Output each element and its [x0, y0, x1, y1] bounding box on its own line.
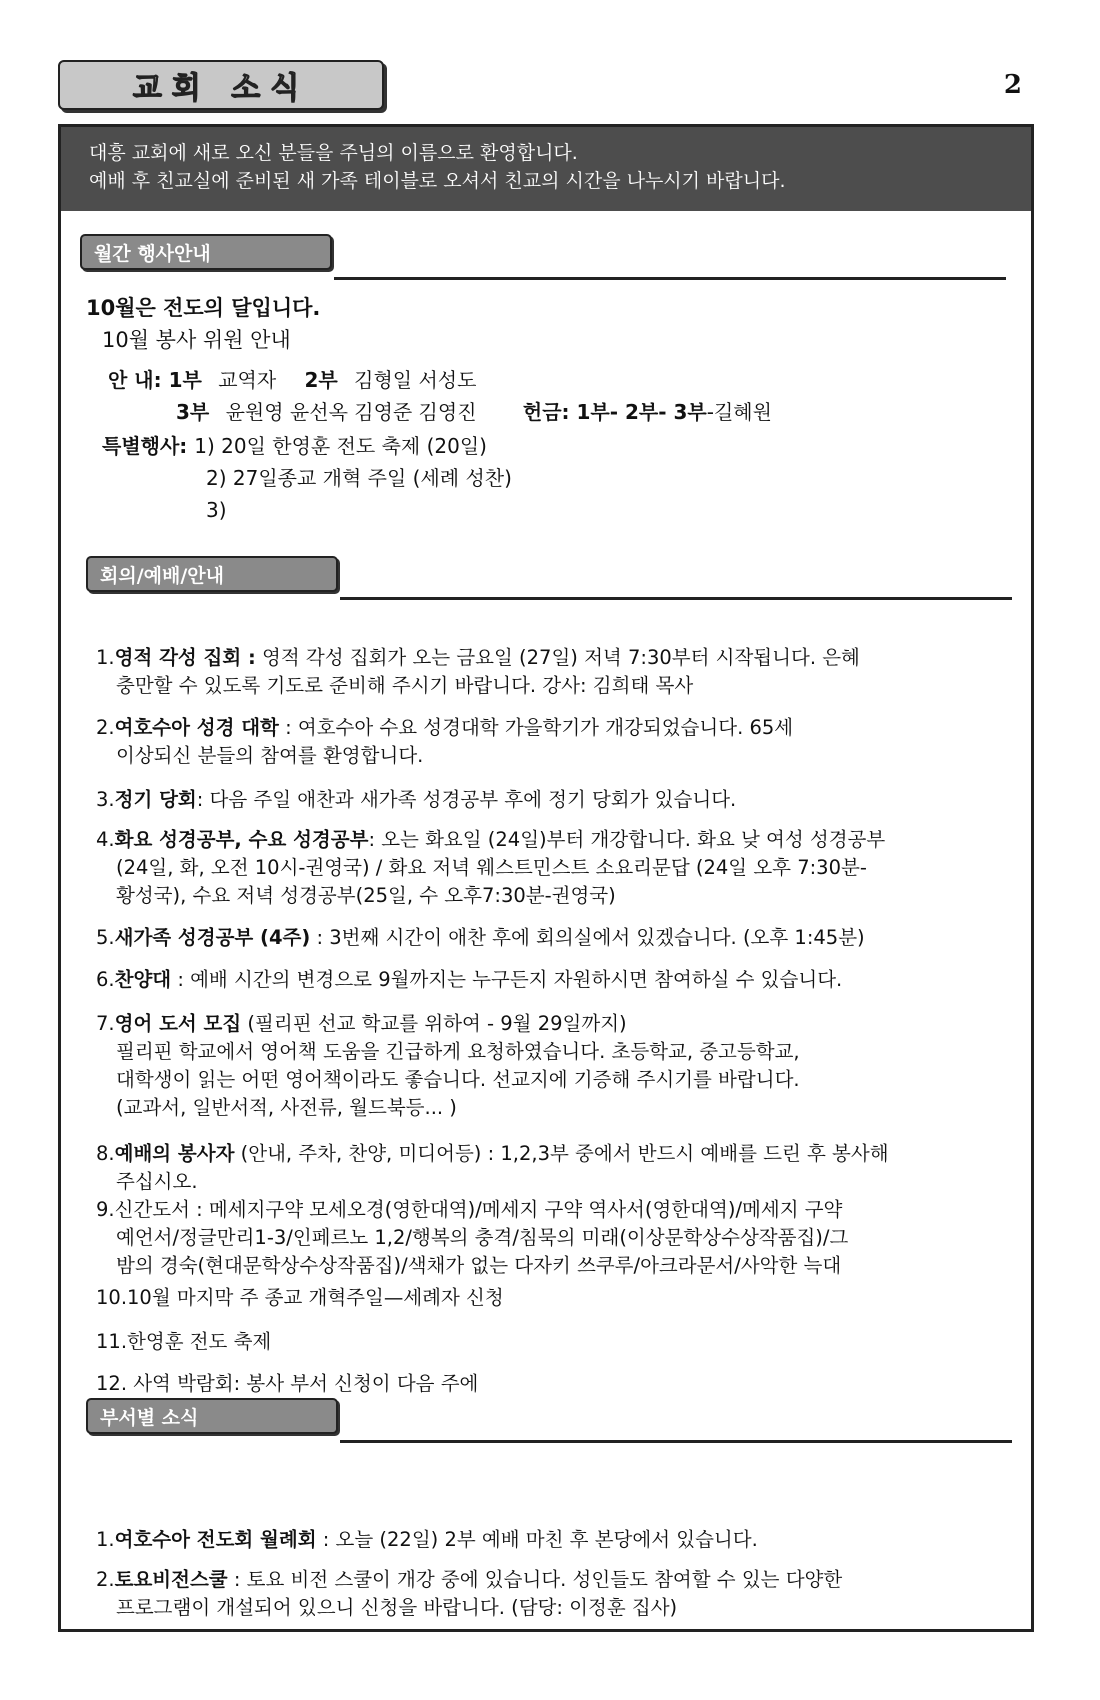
special-3: 3)	[206, 498, 227, 522]
list-item: 12. 사역 박람회: 봉사 부서 신청이 다음 주에	[96, 1372, 479, 1395]
special-1: 1) 20일 한영훈 전도 축제 (20일)	[194, 434, 487, 458]
page-title-box	[58, 60, 384, 110]
special-2: 2) 27일종교 개혁 주일 (세례 성찬)	[206, 466, 512, 490]
page-number: 2	[1003, 70, 1022, 100]
list-item: 11.한영훈 전도 축제	[96, 1330, 272, 1353]
list-item: 3.정기 당회: 다음 주일 애찬과 새가족 성경공부 후에 정기 당회가 있습니다.	[96, 788, 737, 811]
list-item: 4.화요 성경공부, 수요 성경공부: 오는 화요일 (24일)부터 개강합니다. 화요 낮 여성 성경공부 (24일, 화, 오전 10시-권영국) / 화요 저녁 웨스트민스트 소요리문답 (24일 오후 7:30분- 황성국), 수요 저녁 성경공부(25일, 수 오후7:30분-권영국)	[96, 828, 886, 907]
section-rule	[340, 597, 1012, 600]
guide-row-1	[108, 366, 476, 394]
welcome-line-2: 예배 후 친교실에 준비된 새 가족 테이블로 오셔서 친교의 시간을 나누시기 바랍니다.	[89, 170, 786, 192]
guide-row-2	[176, 398, 772, 426]
list-item: 1.여호수아 전도회 월례회 : 오늘 (22일) 2부 예배 마친 후 본당에서 있습니다.	[96, 1528, 758, 1551]
list-item: 8.예배의 봉사자 (안내, 주차, 찬양, 미디어등) : 1,2,3부 중에서 반드시 예배를 드린 후 봉사해 주십시오.	[96, 1142, 889, 1193]
list-item: 1.영적 각성 집회 : 영적 각성 집회가 오는 금요일 (27일) 저녁 7:30부터 시작됩니다. 은혜 충만할 수 있도록 기도로 준비해 주시기 바랍니다. 강사: 김희태 목사	[96, 646, 860, 697]
p2-label: 2부	[304, 368, 338, 392]
p3-names: 윤원영 윤선옥 김영준 김영진	[225, 400, 477, 424]
special-label: 특별행사:	[102, 434, 195, 458]
section-heading-monthly: 월간 행사안내	[80, 234, 332, 270]
month-theme: 10월은 전도의 달입니다.	[86, 296, 321, 320]
p1-names: 교역자	[218, 368, 277, 392]
list-item: 2.여호수아 성경 대학 : 여호수아 수요 성경대학 가을학기가 개강되었습니다. 65세 이상되신 분들의 참여를 환영합니다.	[96, 716, 794, 767]
section-heading-meetings: 회의/예배/안내	[86, 556, 338, 592]
guide-label: 안 내:	[108, 368, 169, 392]
list-item: 6.찬양대 : 예배 시간의 변경으로 9월까지는 누구든지 자원하시면 참여하실 수 있습니다.	[96, 968, 843, 991]
p2-names: 김형일 서성도	[354, 368, 477, 392]
welcome-banner	[61, 127, 1031, 211]
section-heading-departments: 부서별 소식	[86, 1398, 338, 1434]
welcome-line-1: 대흥 교회에 새로 오신 분들을 주님의 이름으로 환영합니다.	[89, 142, 578, 164]
list-item: 5.새가족 성경공부 (4주) : 3번째 시간이 애찬 후에 회의실에서 있겠습니다. (오후 1:45분)	[96, 926, 865, 949]
section-rule	[334, 277, 1006, 280]
list-item: 9.신간도서 : 메세지구약 모세오경(영한대역)/메세지 구약 역사서(영한대역)/메세지 구약 예언서/정글만리1-3/인페르노 1,2/행복의 충격/침묵의 미래(이상문학상수상작품집)/그 밤의 경숙(현대문학상수상작품집)/색채가 없는 다자키 쓰쿠루/아크라문서/사악한 늑대	[96, 1198, 849, 1277]
section-rule	[340, 1440, 1012, 1443]
p1-label: 1부	[168, 368, 202, 392]
list-item: 2.토요비전스쿨 : 토요 비전 스쿨이 개강 중에 있습니다. 성인들도 참여할 수 있는 다양한 프로그램이 개설되어 있으니 신청을 바랍니다. (담당: 이정훈 집사)	[96, 1568, 843, 1619]
page-title: 교회 소식	[132, 71, 310, 106]
volunteers-title: 10월 봉사 위원 안내	[102, 328, 291, 352]
list-item: 7.영어 도서 모집 (필리핀 선교 학교를 위하여 - 9월 29일까지) 필리핀 학교에서 영어책 도움을 긴급하게 요청하였습니다. 초등학교, 중고등학교, 대학생이 읽는 어떤 영어책이라도 좋습니다. 선교지에 기증해 주시기를 바랍니다. (교과서, 일반서적, 사전류, 월드북등... )	[96, 1012, 800, 1119]
p3-label: 3부	[176, 400, 210, 424]
offering-label: 헌금: 1부- 2부- 3부	[522, 400, 707, 424]
list-item: 10.10월 마지막 주 종교 개혁주일—세례자 신청	[96, 1286, 504, 1309]
special-row-1	[102, 432, 487, 460]
offering-names: -길혜원	[706, 400, 772, 424]
